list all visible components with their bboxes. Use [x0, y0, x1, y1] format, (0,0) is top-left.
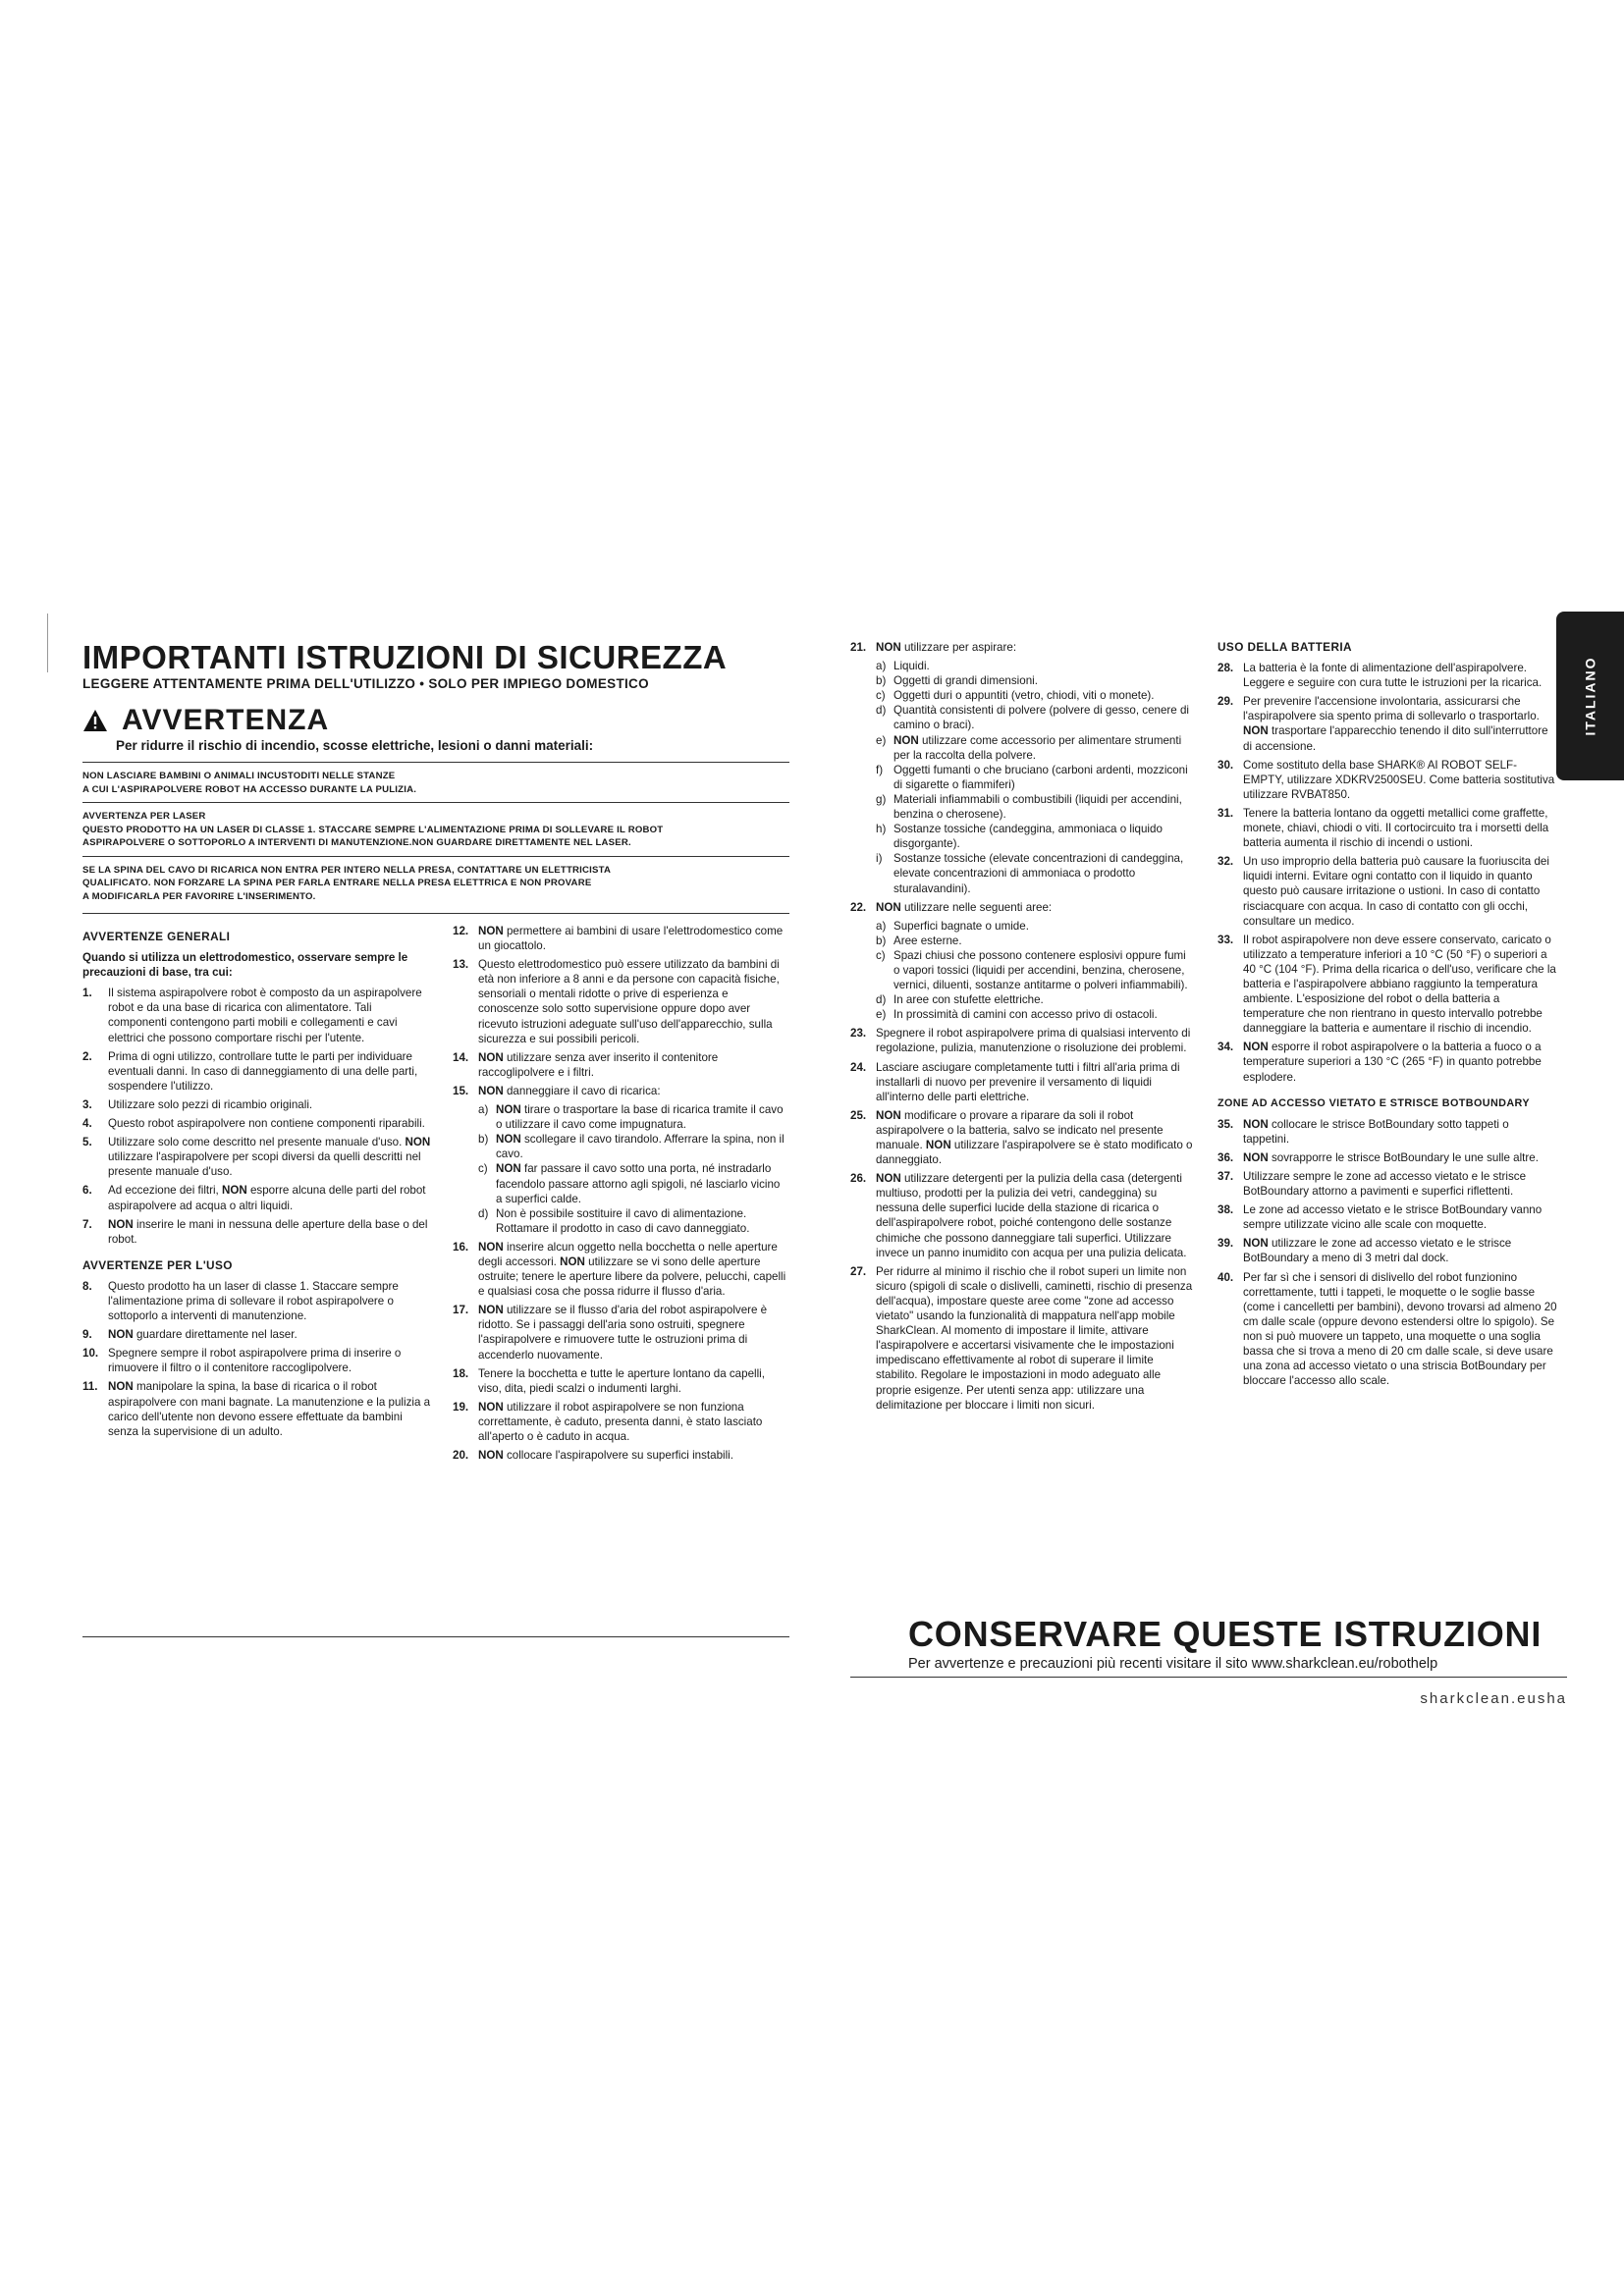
- item-number: 10.: [82, 1347, 99, 1361]
- sub-letter: g): [876, 792, 887, 806]
- sub-text: NON scollegare il cavo tirandolo. Afferrare la spina, non il cavo.: [496, 1133, 785, 1161]
- list-item: [453, 1240, 789, 1299]
- item-text: NON utilizzare il robot aspirapolvere se non funziona correttamente, è caduto, presenta danni, è stato lasciato all'aperto o è caduto in acqua.: [478, 1400, 763, 1443]
- item-number: 2.: [82, 1049, 92, 1063]
- list-item: [850, 1108, 1194, 1167]
- item-number: 8.: [82, 1279, 92, 1293]
- sub-item: [876, 992, 1194, 1007]
- sub-text: Liquidi.: [893, 660, 930, 673]
- right-bottom-rule: [850, 1677, 1567, 1678]
- language-tab-label: ITALIANO: [1582, 656, 1598, 736]
- sub-letter: c): [478, 1162, 488, 1176]
- item-number: 18.: [453, 1366, 469, 1380]
- list-item: [1218, 1270, 1557, 1389]
- sub-letter: b): [478, 1133, 489, 1147]
- sub-text: Non è possibile sostituire il cavo di alimentazione. Rottamare il prodotto in caso di cavo danneggiato.: [496, 1206, 750, 1235]
- list-item: [1218, 694, 1557, 753]
- caps-children-text: NON LASCIARE BAMBINI O ANIMALI INCUSTODITI NELLE STANZE A CUI L'ASPIRAPOLVERE ROBOT HA ACCESSO DURANTE LA PULIZIA.: [82, 771, 417, 795]
- sub-item: [876, 688, 1194, 703]
- caps-plug-text: SE LA SPINA DEL CAVO DI RICARICA NON ENTRA PER INTERO NELLA PRESA, CONTATTARE UN ELETTRICISTA QUALIFICATO. NON FORZARE LA SPINA PER FARLA ENTRARE NELLA PRESA ELETTRICA E NON PROVARE A MODIFICARLA PER FAVORIRE L'INSERIMENTO.: [82, 864, 612, 902]
- item-text: Tenere la bocchetta e tutte le aperture lontano da capelli, viso, dita, piedi scalzi o indumenti larghi.: [478, 1366, 765, 1395]
- item-number: 31.: [1218, 806, 1234, 820]
- list-item: [453, 1400, 789, 1444]
- item-text: NON guardare direttamente nel laser.: [108, 1328, 298, 1342]
- page-subtitle: LEGGERE ATTENTAMENTE PRIMA DELL'UTILIZZO • SOLO PER IMPIEGO DOMESTICO: [82, 676, 649, 691]
- use-list: [82, 1279, 431, 1439]
- list-item: [82, 1116, 431, 1131]
- item-text: Ad eccezione dei filtri, NON esporre alcuna delle parti del robot aspirapolvere ad acqua o altri liquidi.: [108, 1184, 426, 1212]
- item-number: 37.: [1218, 1170, 1234, 1183]
- item-text: Spegnere sempre il robot aspirapolvere prima di inserire o rimuovere il filtro o il contenitore raccoglipolvere.: [108, 1347, 402, 1375]
- item-number: 26.: [850, 1172, 867, 1186]
- list-item: [453, 924, 789, 953]
- laser-heading: AVVERTENZA PER LASER: [82, 811, 206, 822]
- sub-list: [478, 1102, 789, 1236]
- list-item: [1218, 1236, 1557, 1265]
- laser-text: QUESTO PRODOTTO HA UN LASER DI CLASSE 1. STACCARE SEMPRE L'ALIMENTAZIONE PRIMA DI SOLLEVARE IL ROBOT ASPIRAPOLVERE O SOTTOPORLO A INTERVENTI DI MANUTENZIONE.NON GUARDARE DIRETTAMENTE NEL LASER.: [82, 824, 664, 848]
- list-item: [850, 640, 1194, 655]
- sub-list: [876, 659, 1194, 896]
- caps-warning-plug: [82, 856, 789, 910]
- list-item: [850, 1026, 1194, 1055]
- item-text: Per prevenire l'accensione involontaria, assicurarsi che l'aspirapolvere sia spento prima di sollevarlo o trasportarlo. NON trasportare l'apparecchio tenendo il dito sull'interruttore di accensione.: [1243, 695, 1548, 753]
- item-text: Come sostituto della base SHARK® AI ROBOT SELF-EMPTY, utilizzare XDKRV2500SEU. Come batteria sostitutiva utilizzare RVBAT850.: [1243, 758, 1555, 801]
- sub-text: Oggetti duri o appuntiti (vetro, chiodi, viti o monete).: [893, 689, 1155, 703]
- warning-triangle-icon: [82, 709, 108, 732]
- list-item: [1218, 806, 1557, 850]
- margin-rule: [47, 614, 48, 672]
- list-item: [82, 1279, 431, 1323]
- item-text: Utilizzare solo come descritto nel presente manuale d'uso. NON utilizzare l'aspirapolvere per scopi diversi da quelli descritti nel presente manuale d'uso.: [108, 1136, 431, 1179]
- item-text: NON sovrapporre le strisce BotBoundary le une sulle altre.: [1243, 1150, 1539, 1164]
- list-item: [82, 1217, 431, 1247]
- caps-warning-laser: [82, 802, 789, 856]
- item-number: 32.: [1218, 855, 1234, 869]
- list-item: [82, 1327, 431, 1342]
- list-item: [82, 1135, 431, 1179]
- list-item: [1218, 933, 1557, 1037]
- sub-letter: h): [876, 823, 887, 836]
- list-item: [82, 1183, 431, 1212]
- use-heading: AVVERTENZE PER L'USO: [82, 1257, 233, 1272]
- item-number: 9.: [82, 1328, 92, 1342]
- general-list: [82, 986, 431, 1247]
- warning-title: AVVERTENZA: [122, 704, 330, 736]
- second-column: [453, 924, 789, 1467]
- sub-item: [478, 1161, 789, 1205]
- sub-letter: d): [876, 993, 887, 1007]
- item-number: 7.: [82, 1217, 92, 1231]
- sub-item: [876, 733, 1194, 763]
- sub-item: [876, 792, 1194, 822]
- item-number: 36.: [1218, 1150, 1234, 1164]
- item-number: 33.: [1218, 933, 1234, 946]
- sub-item: [876, 659, 1194, 673]
- item-text: Utilizzare solo pezzi di ricambio originali.: [108, 1097, 313, 1111]
- item-text: NON utilizzare senza aver inserito il contenitore raccoglipolvere e i filtri.: [478, 1050, 719, 1079]
- sub-text: NON utilizzare come accessorio per alimentare strumenti per la raccolta della polvere.: [893, 733, 1182, 762]
- list-item: [1218, 854, 1557, 928]
- list-item: [453, 1448, 789, 1463]
- warning-subtitle: Per ridurre il rischio di incendio, scosse elettriche, lesioni o danni materiali:: [116, 738, 594, 753]
- item-text: NON danneggiare il cavo di ricarica:: [478, 1084, 661, 1097]
- sub-letter: b): [876, 934, 887, 947]
- battery-heading: USO DELLA BATTERIA: [1218, 640, 1352, 654]
- item-number: 11.: [82, 1380, 98, 1394]
- item-number: 19.: [453, 1400, 469, 1414]
- item-text: Il sistema aspirapolvere robot è composto da un aspirapolvere robot e da una base di ricarica con alimentatore. Tali componenti contengono parti mobili e collegamenti e cavi elettrici che possono comportare rischi per l'utente.: [108, 987, 422, 1044]
- item-text: Prima di ogni utilizzo, controllare tutte le parti per individuare eventuali danni. In caso di danneggiamento di una delle parti, sospendere l'utilizzo.: [108, 1049, 418, 1093]
- left-bottom-rule: [82, 1636, 789, 1637]
- col4: [1218, 640, 1557, 1392]
- list-item: [82, 986, 431, 1044]
- item-text: Utilizzare sempre le zone ad accesso vietato e le strisce BotBoundary attorno a pavimenti e superfici riflettenti.: [1243, 1170, 1527, 1199]
- sub-letter: c): [876, 689, 886, 703]
- item-number: 15.: [453, 1084, 469, 1097]
- item-number: 38.: [1218, 1203, 1234, 1217]
- keep-instructions-sub: Per avvertenze e precauzioni più recenti visitare il sito www.sharkclean.eu/robothelp: [908, 1656, 1438, 1672]
- sub-text: Quantità consistenti di polvere (polvere di gesso, cenere di camino o braci).: [893, 704, 1189, 732]
- site-footer: sharkclean.eusha: [1420, 1690, 1567, 1707]
- keep-instructions-title: CONSERVARE QUESTE ISTRUZIONI: [908, 1614, 1543, 1654]
- item-text: Il robot aspirapolvere non deve essere conservato, caricato o utilizzato a temperature inferiori a 10 °C (50 °F) o superiori a 40 °C (104 °F). Prima della ricarica o dell'uso, verificare che la batteria e l'aspirapolvere abbiano raggiunto la temperatura ambiente. L'esposizione del robot o della batteria a temperature che non rientrano in questo intervallo potrebbe danneggiare la batteria e aumentare il rischio di incendio.: [1243, 933, 1556, 1036]
- left-column: [82, 640, 789, 1467]
- item-text: NON utilizzare detergenti per la pulizia della casa (detergenti multiuso, prodotti per la pulizia dei vetri, candeggina) su nessuna delle superfici lucide della stazione di ricarica o dell'aspirapolvere robot, poiché contengono delle sostanze chimiche che possono danneggiare tali superfici. Utilizzare invece un panno inumidito con acqua per una pulizia delicata.: [876, 1172, 1187, 1259]
- sub-letter: a): [478, 1103, 489, 1117]
- list-item: [453, 1366, 789, 1396]
- col3-list: [850, 640, 1194, 1413]
- item-number: 1.: [82, 987, 92, 1000]
- item-number: 30.: [1218, 758, 1234, 772]
- item-number: 12.: [453, 925, 469, 937]
- sub-text: Oggetti di grandi dimensioni.: [893, 674, 1038, 688]
- item-text: NON modificare o provare a riparare da soli il robot aspirapolvere o la batteria, salvo se indicato nel presente manuale. NON utilizzare l'aspirapolvere se è stato modificato o danneggiato.: [876, 1108, 1193, 1167]
- language-tab: [1556, 612, 1624, 780]
- item-text: Lasciare asciugare completamente tutti i filtri all'aria prima di installarli di nuovo per prevenire il versamento di liquidi all'interno delle parti elettriche.: [876, 1060, 1180, 1103]
- list-item: [82, 1049, 431, 1094]
- item-number: 29.: [1218, 695, 1234, 709]
- list-item: [82, 1346, 431, 1375]
- item-number: 14.: [453, 1050, 469, 1064]
- item-text: NON inserire le mani in nessuna delle aperture della base o del robot.: [108, 1217, 428, 1246]
- sub-text: Aree esterne.: [893, 934, 962, 947]
- list-item: [82, 1379, 431, 1438]
- sub-letter: i): [876, 852, 883, 866]
- sub-text: Materiali infiammabili o combustibili (liquidi per accendini, benzina o cherosene).: [893, 792, 1182, 822]
- sub-letter: c): [876, 948, 886, 962]
- caps-warning-children: [82, 762, 789, 802]
- sub-item: [876, 934, 1194, 948]
- list-item: [82, 1097, 431, 1112]
- sub-item: [876, 703, 1194, 732]
- sub-item: [876, 1007, 1194, 1022]
- item-text: NON utilizzare nelle seguenti aree:: [876, 900, 1053, 914]
- sub-text: Spazi chiusi che possono contenere esplosivi oppure fumi o vapori tossici (liquidi per accendini, benzina, cherosene, vernici, diluenti, sostanze antitarme o polveri infiammabili).: [893, 948, 1188, 992]
- item-text: NON utilizzare le zone ad accesso vietato e le strisce BotBoundary a meno di 3 metri dal dock.: [1243, 1237, 1512, 1265]
- item-text: Per ridurre al minimo il rischio che il robot superi un limite non sicuro (spigoli di scale o dislivelli, caminetti, rischio di presenza dell'acqua), impostare queste aree come "zone ad accesso vietato" usando la funzionalità di mappatura nell'app mobile SharkClean. Al momento di impostare il limite, attivare l'aspirapolvere e accertarsi visivamente che le impostazioni impediscano effettivamente al robot di superare il limite stabilito. Regolare le impostazioni in modo adeguato alle proprie esigenze. Per utenti senza app: utilizzare una delimitazione per bloccare i limiti non sicuri.: [876, 1264, 1193, 1412]
- item-number: 16.: [453, 1240, 469, 1254]
- list-item: [1218, 1202, 1557, 1232]
- item-text: NON utilizzare se il flusso d'aria del robot aspirapolvere è ridotto. Se i passaggi dell'aria sono ostruiti, spegnere l'aspirapolvere e rimuovere tutte le ostruzioni prima di accenderlo nuovamente.: [478, 1304, 768, 1362]
- sub-item: [876, 763, 1194, 792]
- item-number: 34.: [1218, 1041, 1234, 1054]
- item-text: Questo elettrodomestico può essere utilizzato da bambini di età non inferiore a 8 anni e da persone con capacità fisiche, sensoriali o mentali ridotte o prive di esperienza e conoscenze solo sotto supervisione oppure dopo aver ricevuto istruzioni adeguate sull'uso dell'apparecchio, sulla sicurezza e sui possibili pericoli.: [478, 958, 780, 1045]
- item-number: 5.: [82, 1136, 92, 1149]
- sub-letter: f): [876, 763, 884, 776]
- sub-item: [876, 919, 1194, 934]
- sub-text: NON far passare il cavo sotto una porta, né instradarlo facendolo passare attorno agli spigoli, né lasciarlo vicino a superfici calde.: [496, 1162, 781, 1205]
- warning-header: [82, 704, 789, 737]
- sub-letter: e): [876, 1008, 887, 1022]
- item-text: NON collocare le strisce BotBoundary sotto tappeti o tappetini.: [1243, 1117, 1509, 1146]
- item-text: NON permettere ai bambini di usare l'elettrodomestico come un giocattolo.: [478, 925, 784, 953]
- zone-list: [1218, 1117, 1557, 1389]
- sub-item: [876, 948, 1194, 992]
- item-text: NON manipolare la spina, la base di ricarica o il robot aspirapolvere con mani bagnate. La manutenzione e la pulizia a carico dell'utente non devono essere effettuate da bambini senza la supervisione di un adulto.: [108, 1380, 431, 1438]
- item-number: 35.: [1218, 1117, 1234, 1131]
- item-text: Spegnere il robot aspirapolvere prima di qualsiasi intervento di regolazione, pulizia, manutenzione o risoluzione dei problemi.: [876, 1027, 1191, 1055]
- item-text: NON inserire alcun oggetto nella bocchetta o nelle aperture degli accessori. NON utilizzare se vi sono delle aperture ostruite; tenere le aperture libere da polvere, pelucchi, capelli e qualsiasi cosa che possa ridurre il flusso d'aria.: [478, 1240, 786, 1299]
- list-item: [850, 1171, 1194, 1260]
- item-number: 4.: [82, 1117, 92, 1131]
- page-title: IMPORTANTI ISTRUZIONI DI SICUREZZA: [82, 639, 728, 675]
- sub-text: Sostanze tossiche (candeggina, ammoniaca o liquido disgorgante).: [893, 823, 1163, 851]
- list-item: [1218, 1040, 1557, 1084]
- item-number: 17.: [453, 1304, 469, 1317]
- general-lead: Quando si utilizza un elettrodomestico, osservare sempre le precauzioni di base, tra cui:: [82, 951, 408, 980]
- item-text: Le zone ad accesso vietato e le strisce BotBoundary vanno sempre utilizzate vicino alle scale con moquette.: [1243, 1203, 1543, 1232]
- list-item: [1218, 661, 1557, 690]
- item-number: 23.: [850, 1027, 867, 1041]
- item-text: Questo robot aspirapolvere non contiene componenti riparabili.: [108, 1117, 425, 1131]
- sub-text: In aree con stufette elettriche.: [893, 993, 1044, 1007]
- item-number: 21.: [850, 641, 867, 654]
- sub-text: Superfici bagnate o umide.: [893, 919, 1029, 933]
- sub-item: [876, 822, 1194, 851]
- item-text: La batteria è la fonte di alimentazione dell'aspirapolvere. Leggere e seguire con cura tutte le istruzioni per la ricarica.: [1243, 662, 1543, 690]
- sub-item: [478, 1102, 789, 1132]
- item-text: Tenere la batteria lontano da oggetti metallici come graffette, monete, chiavi, chiodi o viti. Il cortocircuito tra i morsetti della batteria aumenta il rischio di incendi o ustioni.: [1243, 806, 1549, 850]
- item-number: 25.: [850, 1108, 867, 1122]
- sub-letter: a): [876, 919, 887, 933]
- sub-text: Sostanze tossiche (elevate concentrazioni di candeggina, elevate concentrazioni di ammoniaca o prodotto sturalavandini).: [893, 852, 1184, 895]
- item-text: NON collocare l'aspirapolvere su superfici instabili.: [478, 1449, 733, 1463]
- item-number: 20.: [453, 1449, 469, 1463]
- sub-item: [876, 673, 1194, 688]
- item-number: 13.: [453, 958, 469, 972]
- item-number: 22.: [850, 900, 867, 914]
- list-item: [850, 900, 1194, 915]
- list-item: [453, 1084, 789, 1098]
- sub-letter: b): [876, 674, 887, 688]
- item-number: 28.: [1218, 662, 1234, 675]
- list-item: [850, 1060, 1194, 1104]
- item-text: Per far sì che i sensori di dislivello del robot funzionino correttamente, tutti i tappeti, le moquette o le soglie basse (come i cancelletti per bambini), devono trovarsi ad almeno 20 cm dalle scale (oppure devono estendersi oltre lo spigolo). Se non si può muovere un tappeto, una moquette o una soglia bassa che si trova a meno di 20 cm dalle scale, si deve usare una zona ad accesso vietato o una striscia BotBoundary per bloccare l'accesso allo scale.: [1243, 1270, 1557, 1388]
- sub-letter: a): [876, 660, 887, 673]
- item-text: Un uso improprio della batteria può causare la fuoriuscita dei liquidi interni. Evitare ogni contatto con il liquido in quanto questo può causare irritazione o ustioni. In caso di contatto risciacquare con acqua. In caso di contatto con gli occhi, consultare un medico.: [1243, 855, 1549, 928]
- sub-letter: e): [876, 733, 887, 747]
- list-item: [1218, 758, 1557, 802]
- item-number: 27.: [850, 1264, 867, 1278]
- general-heading: AVVERTENZE GENERALI: [82, 930, 231, 943]
- sub-item: [478, 1132, 789, 1161]
- col2-list: [453, 924, 789, 1463]
- sub-letter: d): [876, 704, 887, 718]
- list-item: [1218, 1150, 1557, 1165]
- item-text: NON esporre il robot aspirapolvere o la batteria a fuoco o a temperature superiori a 130 °C (265 °F) in quanto potrebbe esplodere.: [1243, 1041, 1542, 1084]
- sub-letter: d): [478, 1206, 489, 1220]
- zone-heading: ZONE AD ACCESSO VIETATO E STRISCE BOTBOUNDARY: [1218, 1096, 1530, 1109]
- list-item: [1218, 1117, 1557, 1147]
- sub-text: Oggetti fumanti o che bruciano (carboni ardenti, mozziconi di sigarette o fiammiferi): [893, 763, 1188, 791]
- list-item: [453, 1050, 789, 1080]
- item-number: 39.: [1218, 1237, 1234, 1251]
- col3: [850, 640, 1194, 1416]
- item-number: 24.: [850, 1060, 867, 1074]
- item-number: 3.: [82, 1097, 92, 1111]
- list-item: [850, 1264, 1194, 1413]
- list-item: [453, 1303, 789, 1362]
- list-item: [453, 957, 789, 1046]
- item-text: NON utilizzare per aspirare:: [876, 641, 1017, 654]
- battery-list: [1218, 661, 1557, 1085]
- left-two-columns: [82, 913, 789, 1467]
- sub-list: [876, 919, 1194, 1023]
- sub-text: In prossimità di camini con accesso privo di ostacoli.: [893, 1008, 1158, 1022]
- item-number: 40.: [1218, 1270, 1234, 1284]
- sub-item: [876, 851, 1194, 895]
- item-text: Questo prodotto ha un laser di classe 1. Staccare sempre l'alimentazione prima di sollevare il robot aspirapolvere o sottoporlo a interventi di manutenzione.: [108, 1279, 399, 1323]
- sub-item: [478, 1206, 789, 1236]
- list-item: [1218, 1169, 1557, 1199]
- general-column: [82, 924, 431, 1467]
- sub-text: NON tirare o trasportare la base di ricarica tramite il cavo o utilizzare il cavo come impugnatura.: [496, 1103, 784, 1132]
- item-number: 6.: [82, 1184, 92, 1198]
